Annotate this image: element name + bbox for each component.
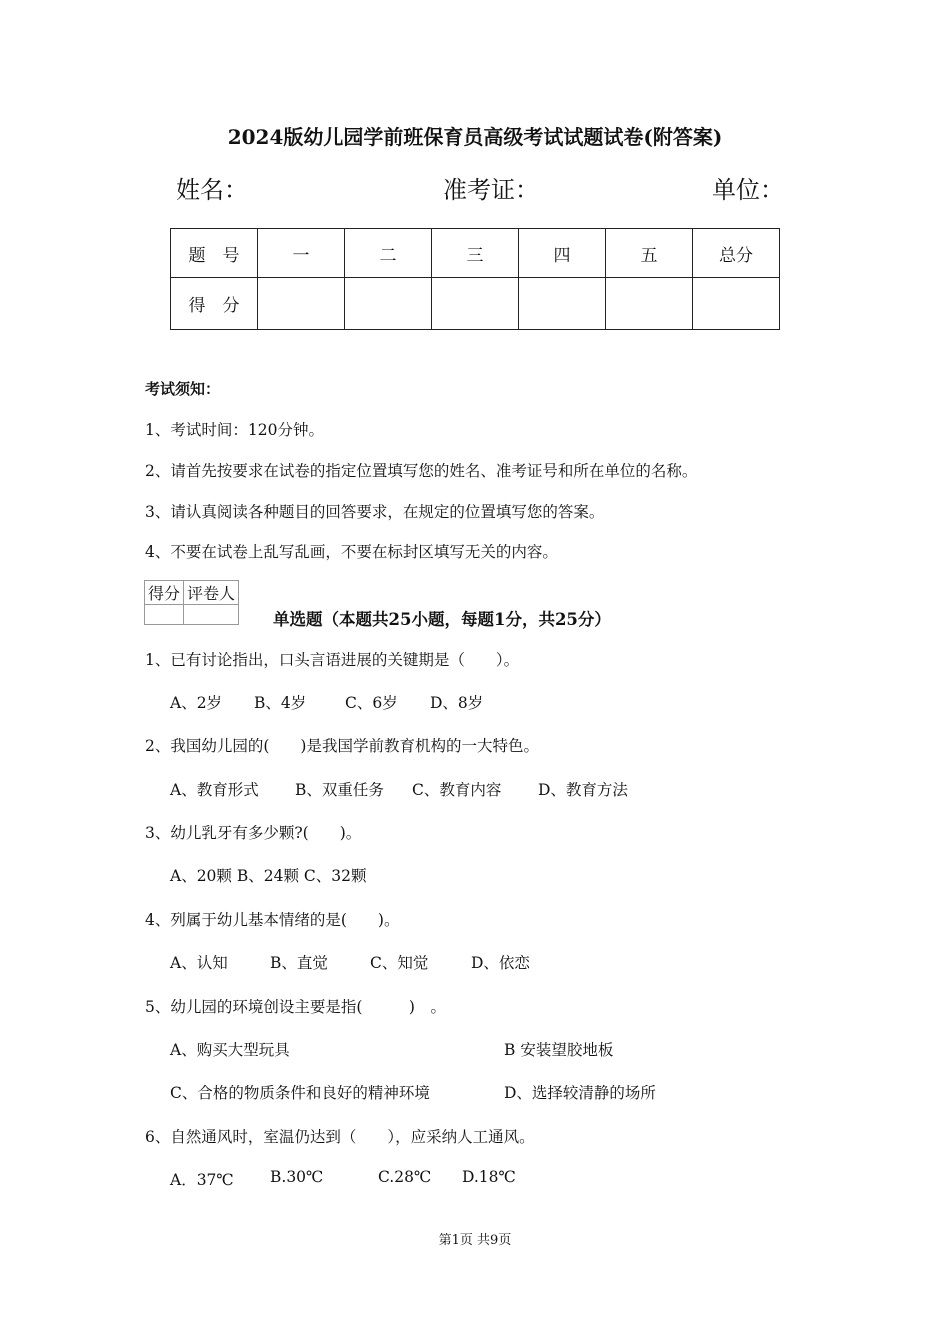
score-cell[interactable]: [345, 278, 432, 330]
score-table-header-cell: 五: [606, 229, 693, 278]
question-option: B.30℃: [270, 1168, 324, 1186]
question-stem: 2、我国幼儿园的( )是我国学前教育机构的一大特色。: [145, 737, 539, 755]
question-option: A、教育形式: [170, 781, 259, 799]
score-table-row-label: 得 分: [171, 278, 258, 330]
question-stem: 6、自然通风时，室温仍达到（ ），应采纳人工通风。: [145, 1128, 535, 1146]
question-option: B 安装望胶地板: [504, 1041, 614, 1059]
exam-id-field-label: 准考证：: [443, 176, 539, 204]
section-heading: 单选题（本题共25小题，每题1分，共25分）: [273, 610, 611, 629]
document-title: 2024版幼儿园学前班保育员高级考试试题试卷(附答案): [227, 125, 723, 149]
question-option: B、4岁: [254, 694, 307, 712]
notice-item: 3、请认真阅读各种题目的回答要求，在规定的位置填写您的答案。: [145, 503, 605, 521]
question-stem: 3、幼儿乳牙有多少颗?( )。: [145, 824, 362, 842]
score-cell[interactable]: [693, 278, 780, 330]
question-option: D、教育方法: [538, 781, 628, 799]
grader-table-header-row: [145, 581, 239, 605]
grader-table-blank-row: [145, 605, 239, 625]
notice-heading: 考试须知：: [145, 380, 221, 398]
score-cell[interactable]: [606, 278, 693, 330]
grader-name-cell[interactable]: [184, 605, 239, 625]
grader-table-score-label: 得分: [145, 581, 184, 605]
question-stem: 1、已有讨论指出，口头言语进展的关键期是（ ）。: [145, 651, 520, 669]
question-stem: 4、列属于幼儿基本情绪的是( )。: [145, 911, 400, 929]
score-table-score-row: [171, 278, 780, 330]
grader-table-grader-label: 评卷人: [184, 581, 239, 605]
page-footer: 第1页 共9页: [438, 1233, 512, 1248]
notice-item: 1、考试时间：120分钟。: [145, 421, 324, 439]
score-cell[interactable]: [258, 278, 345, 330]
question-option: D、依恋: [471, 954, 530, 972]
notice-item: 2、请首先按要求在试卷的指定位置填写您的姓名、准考证号和所在单位的名称。: [145, 462, 698, 480]
question-option: A、2岁: [170, 694, 223, 712]
score-table-header-cell: 二: [345, 229, 432, 278]
question-option: C、知觉: [370, 954, 429, 972]
notice-item: 4、不要在试卷上乱写乱画，不要在标封区填写无关的内容。: [145, 543, 558, 561]
grader-table: [144, 580, 239, 625]
question-option: C、6岁: [345, 694, 398, 712]
question-stem: 5、幼儿园的环境创设主要是指( ) 。: [145, 998, 446, 1016]
question-option: C、合格的物质条件和良好的精神环境: [170, 1084, 430, 1102]
score-table: [170, 228, 780, 330]
score-table-header-cell: 三: [432, 229, 519, 278]
question-option: D.18℃: [462, 1168, 516, 1186]
question-option: A、购买大型玩具: [170, 1041, 290, 1059]
unit-field-label: 单位：: [712, 176, 784, 204]
score-table-header-cell: 四: [519, 229, 606, 278]
question-option: D、选择较清静的场所: [504, 1084, 656, 1102]
grader-score-cell[interactable]: [145, 605, 184, 625]
question-option: C、教育内容: [412, 781, 502, 799]
question-option: A．37℃: [170, 1171, 234, 1189]
score-cell[interactable]: [519, 278, 606, 330]
question-option: B、双重任务: [295, 781, 384, 799]
name-field-label: 姓名：: [176, 176, 248, 204]
score-table-header-cell: 题 号: [171, 229, 258, 278]
score-cell[interactable]: [432, 278, 519, 330]
question-option: D、8岁: [430, 694, 484, 712]
question-option: C.28℃: [378, 1168, 432, 1186]
score-table-header-cell: 总分: [693, 229, 780, 278]
question-option: A、20颗 B、24颗 C、32颗: [170, 867, 367, 885]
question-option: B、直觉: [270, 954, 328, 972]
score-table-header-cell: 一: [258, 229, 345, 278]
question-option: A、认知: [170, 954, 228, 972]
score-table-header-row: [171, 229, 780, 278]
